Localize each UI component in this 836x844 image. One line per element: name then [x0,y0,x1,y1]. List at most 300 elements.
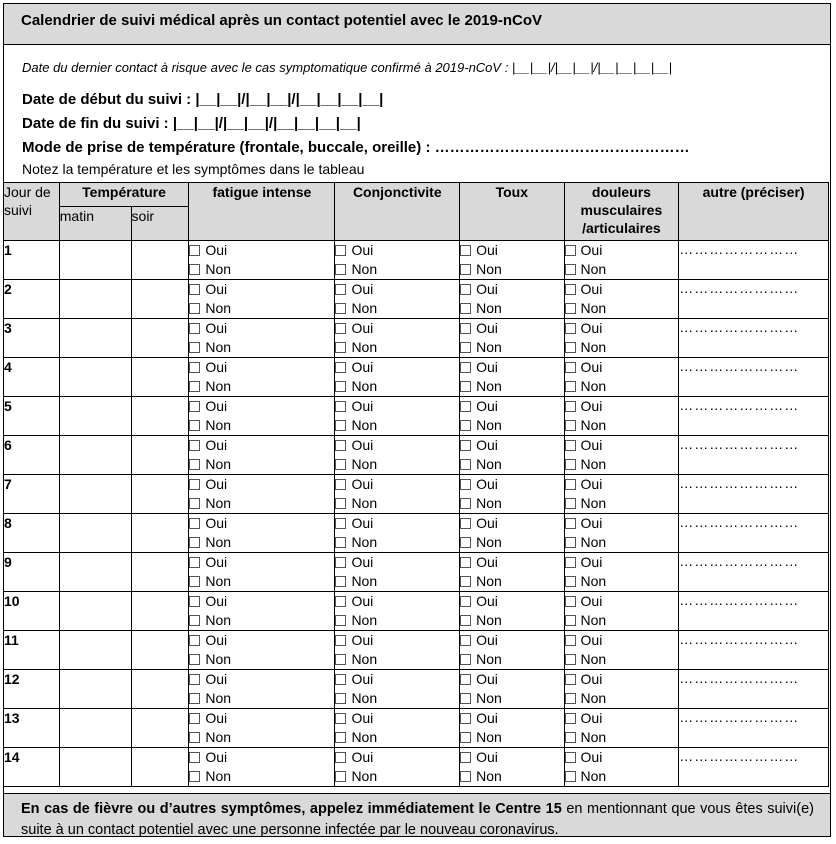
checkbox-icon[interactable] [460,518,471,529]
checkbox-icon[interactable] [565,440,576,451]
fatigue-non-option[interactable] [189,650,334,669]
oui-label: Oui [205,749,228,765]
toux-cell [460,670,564,709]
conjonctivite-non-option[interactable] [335,494,459,513]
checkbox-icon[interactable] [565,245,576,256]
fatigue-non-option[interactable] [189,299,334,318]
checkbox-icon[interactable] [335,420,346,431]
last-contact-date-field[interactable]: Date du dernier contact à risque avec le cas symptomatique confirmé à 2019-nCoV : |__|__|/|__|__|/|__|__|__|__| [22,60,672,75]
checkbox-icon[interactable] [460,323,471,334]
toux-oui-option[interactable] [460,397,563,416]
toux-non-option[interactable] [460,377,563,396]
non-label: Non [580,339,607,355]
douleurs-non-option[interactable] [565,416,679,435]
checkbox-icon[interactable] [565,576,576,587]
checkbox-icon[interactable] [189,401,200,412]
fatigue-non-option[interactable] [189,767,334,786]
oui-label: Oui [476,398,498,414]
fatigue-oui-option[interactable] [189,436,334,455]
checkbox-icon[interactable] [335,537,346,548]
douleurs-oui-option[interactable] [565,436,679,455]
temp-evening-cell[interactable] [131,397,189,436]
checkbox-icon[interactable] [460,693,471,704]
douleurs-oui-option[interactable] [565,358,679,377]
checkbox-icon[interactable] [335,303,346,314]
checkbox-icon[interactable] [460,498,471,509]
conjonctivite-oui-option[interactable] [335,748,459,767]
fatigue-oui-option[interactable] [189,748,334,767]
conjonctivite-oui-option[interactable] [335,280,459,299]
temp-morning-cell[interactable] [59,709,131,748]
conjonctivite-non-option[interactable] [335,728,459,747]
checkbox-icon[interactable] [335,654,346,665]
conjonctivite-oui-option[interactable] [335,241,459,260]
toux-cell [460,319,564,358]
douleurs-oui-option[interactable] [565,709,679,728]
checkbox-icon[interactable] [335,557,346,568]
checkbox-icon[interactable] [565,674,576,685]
toux-oui-option[interactable] [460,592,563,611]
checkbox-icon[interactable] [460,459,471,470]
checkbox-icon[interactable] [335,342,346,353]
oui-label: Oui [351,710,374,726]
checkbox-icon[interactable] [189,362,200,373]
conjonctivite-oui-option[interactable] [335,436,459,455]
checkbox-icon[interactable] [335,752,346,763]
checkbox-icon[interactable] [189,615,200,626]
checkbox-icon[interactable] [460,303,471,314]
non-label: Non [205,729,232,745]
other-symptom-field[interactable]: …………………… [679,514,829,553]
fatigue-non-option[interactable] [189,338,334,357]
temp-evening-cell[interactable] [131,592,189,631]
checkbox-icon[interactable] [335,284,346,295]
fatigue-oui-option[interactable] [189,280,334,299]
non-label: Non [476,612,502,628]
checkbox-icon[interactable] [565,596,576,607]
checkbox-icon[interactable] [189,479,200,490]
toux-non-option[interactable] [460,689,563,708]
checkbox-icon[interactable] [189,771,200,782]
day-number: 6 [4,436,60,475]
douleurs-non-option[interactable] [565,728,679,747]
toux-non-option[interactable] [460,572,563,591]
checkbox-icon[interactable] [565,362,576,373]
non-label: Non [580,495,607,511]
douleurs-oui-option[interactable] [565,592,679,611]
toux-non-option[interactable] [460,767,563,786]
checkbox-icon[interactable] [335,596,346,607]
toux-oui-option[interactable] [460,475,563,494]
checkbox-icon[interactable] [460,557,471,568]
other-symptom-field[interactable]: …………………… [679,748,829,787]
toux-oui-option[interactable] [460,553,563,572]
checkbox-icon[interactable] [565,771,576,782]
checkbox-icon[interactable] [565,654,576,665]
checkbox-icon[interactable] [565,557,576,568]
checkbox-icon[interactable] [335,323,346,334]
other-symptom-field[interactable]: …………………… [679,631,829,670]
toux-non-option[interactable] [460,455,563,474]
conjonctivite-non-option[interactable] [335,689,459,708]
fatigue-non-option[interactable] [189,533,334,552]
fatigue-oui-option[interactable] [189,358,334,377]
other-symptom-field[interactable]: …………………… [679,358,829,397]
fatigue-non-option[interactable] [189,416,334,435]
fatigue-non-option[interactable] [189,728,334,747]
temp-morning-cell[interactable] [59,319,131,358]
checkbox-icon[interactable] [565,518,576,529]
conjonctivite-non-option[interactable] [335,416,459,435]
conjonctivite-oui-option[interactable] [335,592,459,611]
checkbox-icon[interactable] [460,342,471,353]
toux-oui-option[interactable] [460,280,563,299]
conjonctivite-oui-option[interactable] [335,397,459,416]
conjonctivite-oui-option[interactable] [335,475,459,494]
conjonctivite-non-option[interactable] [335,767,459,786]
temp-evening-cell[interactable] [131,748,189,787]
day-number: 3 [4,319,60,358]
temp-morning-cell[interactable] [59,514,131,553]
toux-non-option[interactable] [460,338,563,357]
checkbox-icon[interactable] [460,264,471,275]
conjonctivite-non-option[interactable] [335,611,459,630]
temp-evening-cell[interactable] [131,319,189,358]
other-symptom-field[interactable]: …………………… [679,475,829,514]
checkbox-icon[interactable] [335,498,346,509]
temp-evening-cell[interactable] [131,358,189,397]
non-label: Non [351,534,378,550]
temp-morning-cell[interactable] [59,397,131,436]
temp-evening-cell[interactable] [131,709,189,748]
checkbox-icon[interactable] [565,323,576,334]
other-symptom-field[interactable]: …………………… [679,319,829,358]
conjonctivite-non-option[interactable] [335,572,459,591]
douleurs-cell [564,319,679,358]
checkbox-icon[interactable] [460,752,471,763]
douleurs-non-option[interactable] [565,377,679,396]
checkbox-icon[interactable] [335,245,346,256]
temp-morning-cell[interactable] [59,748,131,787]
other-symptom-field[interactable]: …………………… [679,241,829,280]
checkbox-icon[interactable] [565,381,576,392]
toux-oui-option[interactable] [460,748,563,767]
checkbox-icon[interactable] [460,401,471,412]
douleurs-cell [564,709,679,748]
checkbox-icon[interactable] [335,693,346,704]
instructions-text: Notez la température et les symptômes dans le tableau [22,161,365,177]
checkbox-icon[interactable] [189,576,200,587]
checkbox-icon[interactable] [189,732,200,743]
checkbox-icon[interactable] [335,362,346,373]
toux-oui-option[interactable] [460,319,563,338]
checkbox-icon[interactable] [460,381,471,392]
checkbox-icon[interactable] [460,674,471,685]
checkbox-icon[interactable] [189,303,200,314]
temp-morning-cell[interactable] [59,358,131,397]
conjonctivite-non-option[interactable] [335,455,459,474]
douleurs-non-option[interactable] [565,455,679,474]
non-label: Non [351,300,378,316]
non-label: Non [351,378,378,394]
checkbox-icon[interactable] [189,342,200,353]
checkbox-icon[interactable] [189,596,200,607]
fatigue-oui-option[interactable] [189,319,334,338]
conjonctivite-oui-option[interactable] [335,553,459,572]
checkbox-icon[interactable] [565,342,576,353]
toux-non-option[interactable] [460,299,563,318]
checkbox-icon[interactable] [189,440,200,451]
temp-morning-cell[interactable] [59,241,131,280]
douleurs-oui-option[interactable] [565,241,679,260]
fatigue-oui-option[interactable] [189,241,334,260]
fatigue-non-option[interactable] [189,611,334,630]
non-label: Non [476,417,502,433]
checkbox-icon[interactable] [189,537,200,548]
checkbox-icon[interactable] [460,537,471,548]
fatigue-cell [189,241,335,280]
checkbox-icon[interactable] [189,752,200,763]
non-label: Non [580,651,607,667]
conjonctivite-non-option[interactable] [335,533,459,552]
oui-label: Oui [580,554,603,570]
checkbox-icon[interactable] [565,498,576,509]
douleurs-oui-option[interactable] [565,748,679,767]
checkbox-icon[interactable] [335,732,346,743]
douleurs-oui-option[interactable] [565,553,679,572]
fatigue-oui-option[interactable] [189,631,334,650]
checkbox-icon[interactable] [565,401,576,412]
checkbox-icon[interactable] [460,596,471,607]
conjonctivite-oui-option[interactable] [335,319,459,338]
douleurs-oui-option[interactable] [565,475,679,494]
conjonctivite-non-option[interactable] [335,338,459,357]
douleurs-non-option[interactable] [565,299,679,318]
temp-evening-cell[interactable] [131,631,189,670]
fatigue-oui-option[interactable] [189,709,334,728]
non-label: Non [580,768,607,784]
douleurs-oui-option[interactable] [565,319,679,338]
toux-non-option[interactable] [460,533,563,552]
fatigue-oui-option[interactable] [189,475,334,494]
checkbox-icon[interactable] [335,713,346,724]
douleurs-non-option[interactable] [565,494,679,513]
toux-non-option[interactable] [460,650,563,669]
checkbox-icon[interactable] [460,654,471,665]
fatigue-oui-option[interactable] [189,670,334,689]
checkbox-icon[interactable] [565,420,576,431]
checkbox-icon[interactable] [565,479,576,490]
checkbox-icon[interactable] [565,303,576,314]
checkbox-icon[interactable] [189,459,200,470]
conjonctivite-oui-option[interactable] [335,514,459,533]
temp-evening-cell[interactable] [131,670,189,709]
conjonctivite-oui-option[interactable] [335,358,459,377]
checkbox-icon[interactable] [189,245,200,256]
fatigue-non-option[interactable] [189,689,334,708]
checkbox-icon[interactable] [189,635,200,646]
conjonctivite-cell [335,319,460,358]
checkbox-icon[interactable] [565,635,576,646]
douleurs-non-option[interactable] [565,689,679,708]
fatigue-oui-option[interactable] [189,397,334,416]
fatigue-non-option[interactable] [189,260,334,279]
douleurs-non-option[interactable] [565,260,679,279]
start-date-field[interactable]: Date de début du suivi : |__|__|/|__|__|/|__|__|__|__| [22,91,384,108]
checkbox-icon[interactable] [460,362,471,373]
douleurs-oui-option[interactable] [565,280,679,299]
header-toux: Toux [460,183,564,241]
toux-non-option[interactable] [460,494,563,513]
checkbox-icon[interactable] [335,264,346,275]
toux-oui-option[interactable] [460,358,563,377]
temp-morning-cell[interactable] [59,436,131,475]
temp-morning-cell[interactable] [59,631,131,670]
checkbox-icon[interactable] [335,771,346,782]
other-symptom-field[interactable]: …………………… [679,436,829,475]
toux-oui-option[interactable] [460,241,563,260]
checkbox-icon[interactable] [189,498,200,509]
checkbox-icon[interactable] [335,440,346,451]
temperature-mode-field[interactable]: Mode de prise de température (frontale, buccale, oreille) : …………………………………………… [22,139,690,156]
checkbox-icon[interactable] [565,615,576,626]
checkbox-icon[interactable] [189,693,200,704]
douleurs-oui-option[interactable] [565,670,679,689]
temp-evening-cell[interactable] [131,553,189,592]
oui-label: Oui [205,476,228,492]
other-symptom-field[interactable]: …………………… [679,280,829,319]
checkbox-icon[interactable] [189,284,200,295]
checkbox-icon[interactable] [565,264,576,275]
temp-morning-cell[interactable] [59,475,131,514]
checkbox-icon[interactable] [460,576,471,587]
checkbox-icon[interactable] [565,713,576,724]
checkbox-icon[interactable] [460,615,471,626]
checkbox-icon[interactable] [189,557,200,568]
other-symptom-field[interactable]: …………………… [679,397,829,436]
oui-label: Oui [476,632,498,648]
checkbox-icon[interactable] [335,518,346,529]
toux-non-option[interactable] [460,416,563,435]
toux-oui-option[interactable] [460,670,563,689]
conjonctivite-oui-option[interactable] [335,631,459,650]
fatigue-non-option[interactable] [189,572,334,591]
temp-evening-cell[interactable] [131,280,189,319]
checkbox-icon[interactable] [189,713,200,724]
checkbox-icon[interactable] [335,674,346,685]
douleurs-oui-option[interactable] [565,514,679,533]
checkbox-icon[interactable] [189,420,200,431]
oui-label: Oui [205,632,228,648]
checkbox-icon[interactable] [335,381,346,392]
douleurs-oui-option[interactable] [565,397,679,416]
conjonctivite-oui-option[interactable] [335,709,459,728]
checkbox-icon[interactable] [335,635,346,646]
douleurs-non-option[interactable] [565,611,679,630]
checkbox-icon[interactable] [565,693,576,704]
douleurs-non-option[interactable] [565,338,679,357]
checkbox-icon[interactable] [189,654,200,665]
fatigue-non-option[interactable] [189,455,334,474]
checkbox-icon[interactable] [335,459,346,470]
temp-evening-cell[interactable] [131,475,189,514]
other-symptom-field[interactable]: …………………… [679,670,829,709]
table-row [4,514,829,553]
checkbox-icon[interactable] [335,615,346,626]
conjonctivite-non-option[interactable] [335,299,459,318]
temp-evening-cell[interactable] [131,436,189,475]
temp-morning-cell[interactable] [59,592,131,631]
toux-non-option[interactable] [460,728,563,747]
other-symptom-field[interactable]: …………………… [679,592,829,631]
checkbox-icon[interactable] [189,323,200,334]
conjonctivite-non-option[interactable] [335,260,459,279]
checkbox-icon[interactable] [189,381,200,392]
temp-morning-cell[interactable] [59,553,131,592]
fatigue-oui-option[interactable] [189,553,334,572]
conjonctivite-oui-option[interactable] [335,670,459,689]
douleurs-non-option[interactable] [565,533,679,552]
checkbox-icon[interactable] [460,245,471,256]
checkbox-icon[interactable] [460,284,471,295]
checkbox-icon[interactable] [565,537,576,548]
checkbox-icon[interactable] [460,479,471,490]
fatigue-non-option[interactable] [189,494,334,513]
checkbox-icon[interactable] [565,284,576,295]
checkbox-icon[interactable] [335,576,346,587]
fatigue-non-option[interactable] [189,377,334,396]
checkbox-icon[interactable] [460,440,471,451]
temp-evening-cell[interactable] [131,241,189,280]
douleurs-oui-option[interactable] [565,631,679,650]
checkbox-icon[interactable] [460,713,471,724]
douleurs-non-option[interactable] [565,572,679,591]
other-symptom-field[interactable]: …………………… [679,553,829,592]
toux-oui-option[interactable] [460,514,563,533]
oui-label: Oui [205,593,228,609]
douleurs-non-option[interactable] [565,650,679,669]
checkbox-icon[interactable] [189,264,200,275]
checkbox-icon[interactable] [460,771,471,782]
toux-non-option[interactable] [460,260,563,279]
fatigue-oui-option[interactable] [189,592,334,611]
conjonctivite-non-option[interactable] [335,650,459,669]
fatigue-oui-option[interactable] [189,514,334,533]
checkbox-icon[interactable] [460,732,471,743]
conjonctivite-non-option[interactable] [335,377,459,396]
toux-non-option[interactable] [460,611,563,630]
temp-evening-cell[interactable] [131,514,189,553]
temp-morning-cell[interactable] [59,280,131,319]
other-symptom-field[interactable]: …………………… [679,709,829,748]
toux-oui-option[interactable] [460,709,563,728]
checkbox-icon[interactable] [335,479,346,490]
temp-morning-cell[interactable] [59,670,131,709]
toux-oui-option[interactable] [460,631,563,650]
toux-oui-option[interactable] [460,436,563,455]
checkbox-icon[interactable] [335,401,346,412]
end-date-field[interactable]: Date de fin du suivi : |__|__|/|__|__|/|__|__|__|__| [22,115,361,132]
checkbox-icon[interactable] [565,732,576,743]
checkbox-icon[interactable] [189,518,200,529]
douleurs-non-option[interactable] [565,767,679,786]
toux-cell [460,553,564,592]
checkbox-icon[interactable] [565,752,576,763]
checkbox-icon[interactable] [565,459,576,470]
checkbox-icon[interactable] [460,635,471,646]
checkbox-icon[interactable] [189,674,200,685]
checkbox-icon[interactable] [460,420,471,431]
